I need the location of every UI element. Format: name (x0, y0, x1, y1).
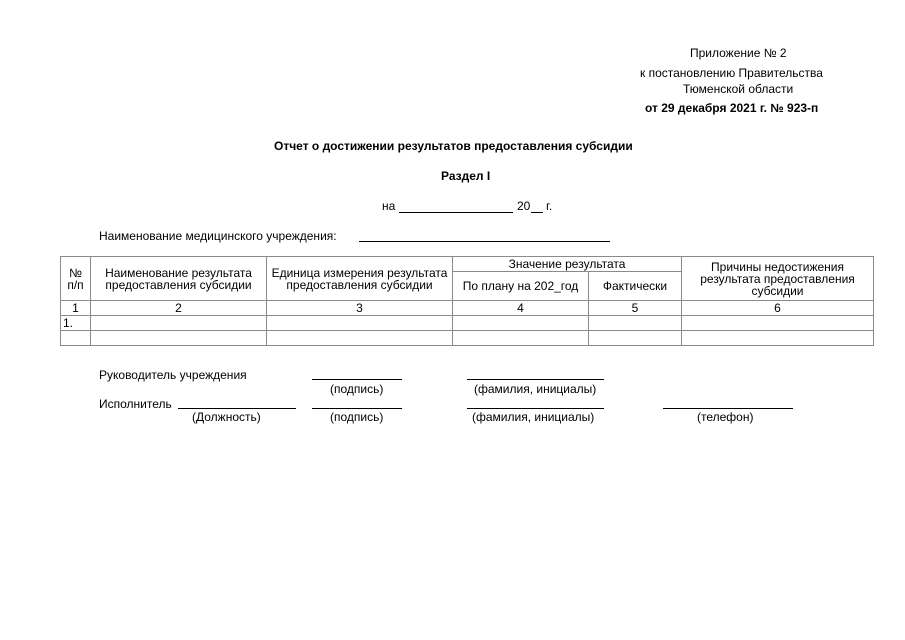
appendix-line-1: Приложение № 2 (690, 46, 787, 60)
table-row (61, 331, 874, 346)
table-cell (589, 331, 682, 346)
table-cell (453, 316, 589, 331)
col-number: 3 (267, 301, 453, 316)
table-cell (267, 331, 453, 346)
header-num: № п/п (61, 257, 91, 301)
institution-blank (359, 241, 610, 242)
date-blank (399, 212, 513, 213)
report-table (60, 256, 874, 346)
table-cell (267, 316, 453, 331)
executor-position-line (178, 408, 296, 409)
table-cell (61, 331, 91, 346)
appendix-line-4: от 29 декабря 2021 г. № 923-п (645, 101, 819, 115)
col-number: 5 (589, 301, 682, 316)
col-number: 6 (682, 301, 874, 316)
date-prefix: на (382, 199, 396, 213)
table-cell (453, 331, 589, 346)
executor-position-caption: (Должность) (192, 410, 261, 424)
appendix-line-2: к постановлению Правительства (640, 66, 823, 80)
section-title: Раздел I (441, 169, 491, 183)
head-signature-caption: (подпись) (330, 382, 384, 396)
col-number: 4 (453, 301, 589, 316)
executor-label: Исполнитель (99, 397, 172, 411)
executor-signature-caption: (подпись) (330, 410, 384, 424)
head-label: Руководитель учреждения (99, 368, 247, 382)
header-unit: Единица измерения результата предоставления субсидии (267, 257, 453, 301)
col-number: 2 (91, 301, 267, 316)
table-cell (682, 316, 874, 331)
head-signature-line (312, 379, 402, 380)
table-cell: 1. (61, 316, 91, 331)
year-blank (531, 212, 543, 213)
executor-phone-caption: (телефон) (697, 410, 754, 424)
table-cell (91, 331, 267, 346)
executor-name-line (467, 408, 604, 409)
header-plan: По плану на 202_год (453, 272, 589, 301)
column-number-row (61, 301, 874, 316)
table-cell (682, 331, 874, 346)
institution-label: Наименование медицинского учреждения: (99, 229, 337, 243)
head-name-line (467, 379, 604, 380)
executor-signature-line (312, 408, 402, 409)
table-cell (589, 316, 682, 331)
table-row (61, 316, 874, 331)
date-year-prefix: 20 (517, 199, 531, 213)
header-result-name: Наименование результата предоставления субсидии (91, 257, 267, 301)
executor-name-caption: (фамилия, инициалы) (472, 410, 595, 424)
document-title: Отчет о достижении результатов предоставления субсидии (274, 139, 633, 153)
date-suffix: г. (546, 199, 553, 213)
executor-phone-line (663, 408, 793, 409)
header-value: Значение результата (453, 257, 682, 272)
col-number: 1 (61, 301, 91, 316)
header-reasons: Причины недостижения результата предоставления субсидии (682, 257, 874, 301)
table-cell (91, 316, 267, 331)
appendix-line-3: Тюменской области (683, 82, 794, 96)
header-actual: Фактически (589, 272, 682, 301)
head-name-caption: (фамилия, инициалы) (474, 382, 597, 396)
